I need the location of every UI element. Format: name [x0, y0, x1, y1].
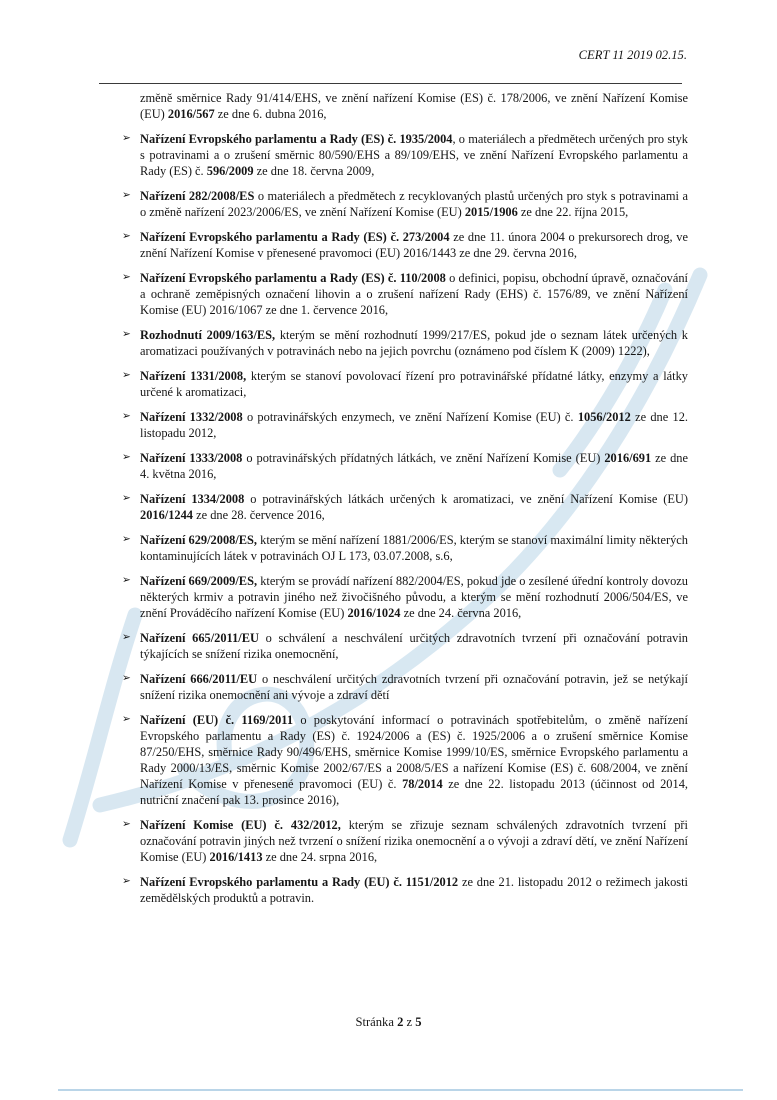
- bold-text-run: Nařízení (EU) č. 1169/2011: [140, 713, 294, 727]
- text-run: o materiálech a předmětech z recyklovaných plastů určených pro styk s potravinami a o změně nařízení 2023/2006/ES, ve znění Nařízení Komise (EU): [140, 189, 688, 219]
- regulation-list: [122, 131, 688, 906]
- text-run: o potravinářských přídatných látkách, ve znění Nařízení Komise (EU): [242, 451, 605, 465]
- arrow-bullet-icon: ➢: [122, 672, 131, 684]
- footer-total-pages: 5: [415, 1015, 422, 1029]
- text-run: kterým se stanoví povolovací řízení pro potravinářské přídatné látky, enzymy a látky určené k aromatizaci,: [140, 369, 688, 399]
- list-item-text: [140, 368, 688, 400]
- bold-text-run: Nařízení Komise (EU) č. 432/2012,: [140, 818, 341, 832]
- text-run: kterým se mění rozhodnutí 1999/217/ES, pokud jde o seznam látek určených k aromatizaci používaných v potravinách nebo na jejich povrchu (oznámeno pod číslem K (2009) 1222),: [140, 328, 688, 358]
- bold-text-run: Rozhodnutí 2009/163/ES,: [140, 328, 276, 342]
- bold-text-run: Nařízení 666/2011/EU: [140, 672, 258, 686]
- list-item: [122, 450, 688, 482]
- list-item: [122, 229, 688, 261]
- text-run: ze dne 11. února 2004 o prekursorech drog, ve znění Nařízení Komise v přenesené pravomoci (EU) 2016/1443 ze dne 29. června 2016,: [140, 230, 688, 260]
- arrow-bullet-icon: ➢: [122, 271, 131, 283]
- list-item-text: [140, 188, 688, 220]
- bold-text-run: 2016/1024: [347, 606, 401, 620]
- text-run: kterým se provádí nařízení 882/2004/ES, pokud jde o zesílené úřední kontroly dovozu některých krmiv a potravin jiného než živočišného původu, a kterým se mění rozhodnutí 2006/504/ES, ve znění Prováděcího nařízení Komise (EU): [140, 574, 688, 620]
- list-item: [122, 327, 688, 359]
- header-divider: [99, 83, 682, 84]
- text-run: ze dne 24. června 2016,: [400, 606, 522, 620]
- list-item-text: [140, 874, 688, 906]
- text-run: ze dne 28. července 2016,: [193, 508, 325, 522]
- arrow-bullet-icon: ➢: [122, 451, 131, 463]
- list-item: [122, 671, 688, 703]
- arrow-bullet-icon: ➢: [122, 574, 131, 586]
- bold-text-run: 2016/691: [604, 451, 652, 465]
- bold-text-run: Nařízení Evropského parlamentu a Rady (EU) č. 1151/2012: [140, 875, 459, 889]
- list-item-text: [140, 270, 688, 318]
- arrow-bullet-icon: ➢: [122, 132, 131, 144]
- arrow-bullet-icon: ➢: [122, 631, 131, 643]
- list-item: [122, 573, 688, 621]
- page-footer: [0, 1015, 777, 1030]
- text-run: ze dne 24. srpna 2016,: [262, 850, 378, 864]
- arrow-bullet-icon: ➢: [122, 492, 131, 504]
- list-item: [122, 874, 688, 906]
- arrow-bullet-icon: ➢: [122, 818, 131, 830]
- text-run: o poskytování informací o potravinách spotřebitelům, o změně nařízení Evropského parlamentu a Rady (ES) č. 1924/2006 a (ES) č. 1925/2006 a o zrušení směrnice Komise 87/250/EHS, směrnice Rady 90/496/EHS, směrnice Komise 1999/10/ES, směrnice Evropského parlamentu a Rady 2000/13/ES, směrnic Komise 2002/67/ES a 2008/5/ES a nařízení Komise (ES) č. 608/2004, ve znění Nařízení Komise v přenesené pravomoci (EU) č.: [140, 713, 688, 791]
- list-item: [122, 630, 688, 662]
- list-item: [122, 368, 688, 400]
- document-content: [122, 90, 688, 915]
- text-run: o potravinářských enzymech, ve znění Nařízení Komise (EU) č.: [242, 410, 578, 424]
- list-item-text: [140, 671, 688, 703]
- list-item: [122, 188, 688, 220]
- header-reference: CERT 11 2019 02.15.: [578, 48, 687, 62]
- text-run: , o materiálech a předmětech určených pro styk s potravinami a o zrušení směrnic 80/590/EHS a 89/109/EHS, ve znění Nařízení Evropského parlamentu a Rady (ES) č.: [140, 132, 688, 178]
- text-run: změně směrnice Rady 91/414/EHS, ve znění nařízení Komise (ES) č. 178/2006, ve znění Nařízení Komise (EU): [140, 91, 688, 121]
- list-item: [122, 712, 688, 808]
- arrow-bullet-icon: ➢: [122, 189, 131, 201]
- text-run: kterým se zřizuje seznam schválených zdravotních tvrzení při označování potravin jiných než tvrzení o snížení rizika onemocnění a o vývoji a zdraví dětí, ve znění Nařízení Komise (EU): [140, 818, 688, 864]
- scan-edge-artifact: [58, 1089, 743, 1091]
- list-item-text: [140, 630, 688, 662]
- text-run: ze dne 18. června 2009,: [253, 164, 375, 178]
- text-run: ze dne 6. dubna 2016,: [214, 107, 327, 121]
- list-item-text: [140, 450, 688, 482]
- arrow-bullet-icon: ➢: [122, 369, 131, 381]
- list-item-text: [140, 532, 688, 564]
- list-item: [122, 532, 688, 564]
- bold-text-run: Nařízení 282/2008/ES: [140, 189, 255, 203]
- text-run: ze dne 22. října 2015,: [517, 205, 629, 219]
- text-run: kterým se mění nařízení 1881/2006/ES, kterým se stanoví maximální limity některých kontaminujících látek v potravinách OJ L 173, 03.07.2008, s.6,: [140, 533, 688, 563]
- bold-text-run: 2016/1244: [140, 508, 194, 522]
- bold-text-run: Nařízení 1332/2008: [140, 410, 243, 424]
- text-run: o schválení a neschválení určitých zdravotních tvrzení při označování potravin týkajících se snížení rizika onemocnění,: [140, 631, 688, 661]
- bold-text-run: Nařízení 669/2009/ES,: [140, 574, 258, 588]
- arrow-bullet-icon: ➢: [122, 713, 131, 725]
- text-run: o neschválení určitých zdravotních tvrzení při označování potravin, jež se netýkají snížení rizika onemocnění ani vývoje a zdraví dětí: [140, 672, 689, 702]
- footer-page-number: 2: [397, 1015, 404, 1029]
- arrow-bullet-icon: ➢: [122, 328, 131, 340]
- bold-text-run: 1056/2012: [577, 410, 631, 424]
- bold-text-run: 2016/567: [167, 107, 215, 121]
- list-item: [122, 131, 688, 179]
- list-item-text: [140, 712, 688, 808]
- bold-text-run: 596/2009: [206, 164, 254, 178]
- text-run: o definici, popisu, obchodní úpravě, označování a ochraně zeměpisných označení lihovin a o zrušení nařízení Rady (EHS) č. 1576/89, ve znění Nařízení Komise (EU) 2016/1067 ze dne 1. července 2016,: [140, 271, 688, 317]
- text-run: ze dne 21. listopadu 2012 o režimech jakosti zemědělských produktů a potravin.: [140, 875, 688, 905]
- text-run: ze dne 12. listopadu 2012,: [140, 410, 689, 440]
- list-item-text: [140, 327, 688, 359]
- bold-text-run: 78/2014: [402, 777, 443, 791]
- arrow-bullet-icon: ➢: [122, 533, 131, 545]
- text-run: o potravinářských látkách určených k aromatizaci, ve znění Nařízení Komise (EU): [244, 492, 688, 506]
- bold-text-run: 2016/1413: [209, 850, 263, 864]
- page-header: [579, 48, 687, 63]
- list-item: [122, 491, 688, 523]
- bold-text-run: Nařízení Evropského parlamentu a Rady (ES) č. 1935/2004: [140, 132, 453, 146]
- list-item-text: [140, 131, 688, 179]
- list-item: [122, 817, 688, 865]
- list-item-text: [140, 817, 688, 865]
- list-item: [122, 409, 688, 441]
- footer-separator: z: [403, 1015, 416, 1029]
- arrow-bullet-icon: ➢: [122, 410, 131, 422]
- list-item-text: [140, 491, 688, 523]
- bold-text-run: Nařízení 665/2011/EU: [140, 631, 259, 645]
- intro-paragraph: [140, 90, 688, 122]
- bold-text-run: Nařízení 1333/2008: [140, 451, 243, 465]
- bold-text-run: Nařízení 1331/2008,: [140, 369, 247, 383]
- list-item-text: [140, 409, 688, 441]
- bold-text-run: Nařízení 629/2008/ES,: [140, 533, 258, 547]
- bold-text-run: Nařízení Evropského parlamentu a Rady (ES) č. 273/2004: [140, 230, 450, 244]
- footer-label: Stránka: [355, 1015, 398, 1029]
- bold-text-run: Nařízení Evropského parlamentu a Rady (ES) č. 110/2008: [140, 271, 446, 285]
- text-run: ze dne 4. května 2016,: [140, 451, 688, 481]
- arrow-bullet-icon: ➢: [122, 230, 131, 242]
- arrow-bullet-icon: ➢: [122, 875, 131, 887]
- list-item-text: [140, 229, 688, 261]
- text-run: ze dne 22. listopadu 2013 (účinnost od 2014, nutriční značení pak 13. prosince 2016),: [140, 777, 688, 807]
- list-item-text: [140, 573, 688, 621]
- bold-text-run: 2015/1906: [464, 205, 518, 219]
- bold-text-run: Nařízení 1334/2008: [140, 492, 245, 506]
- list-item: [122, 270, 688, 318]
